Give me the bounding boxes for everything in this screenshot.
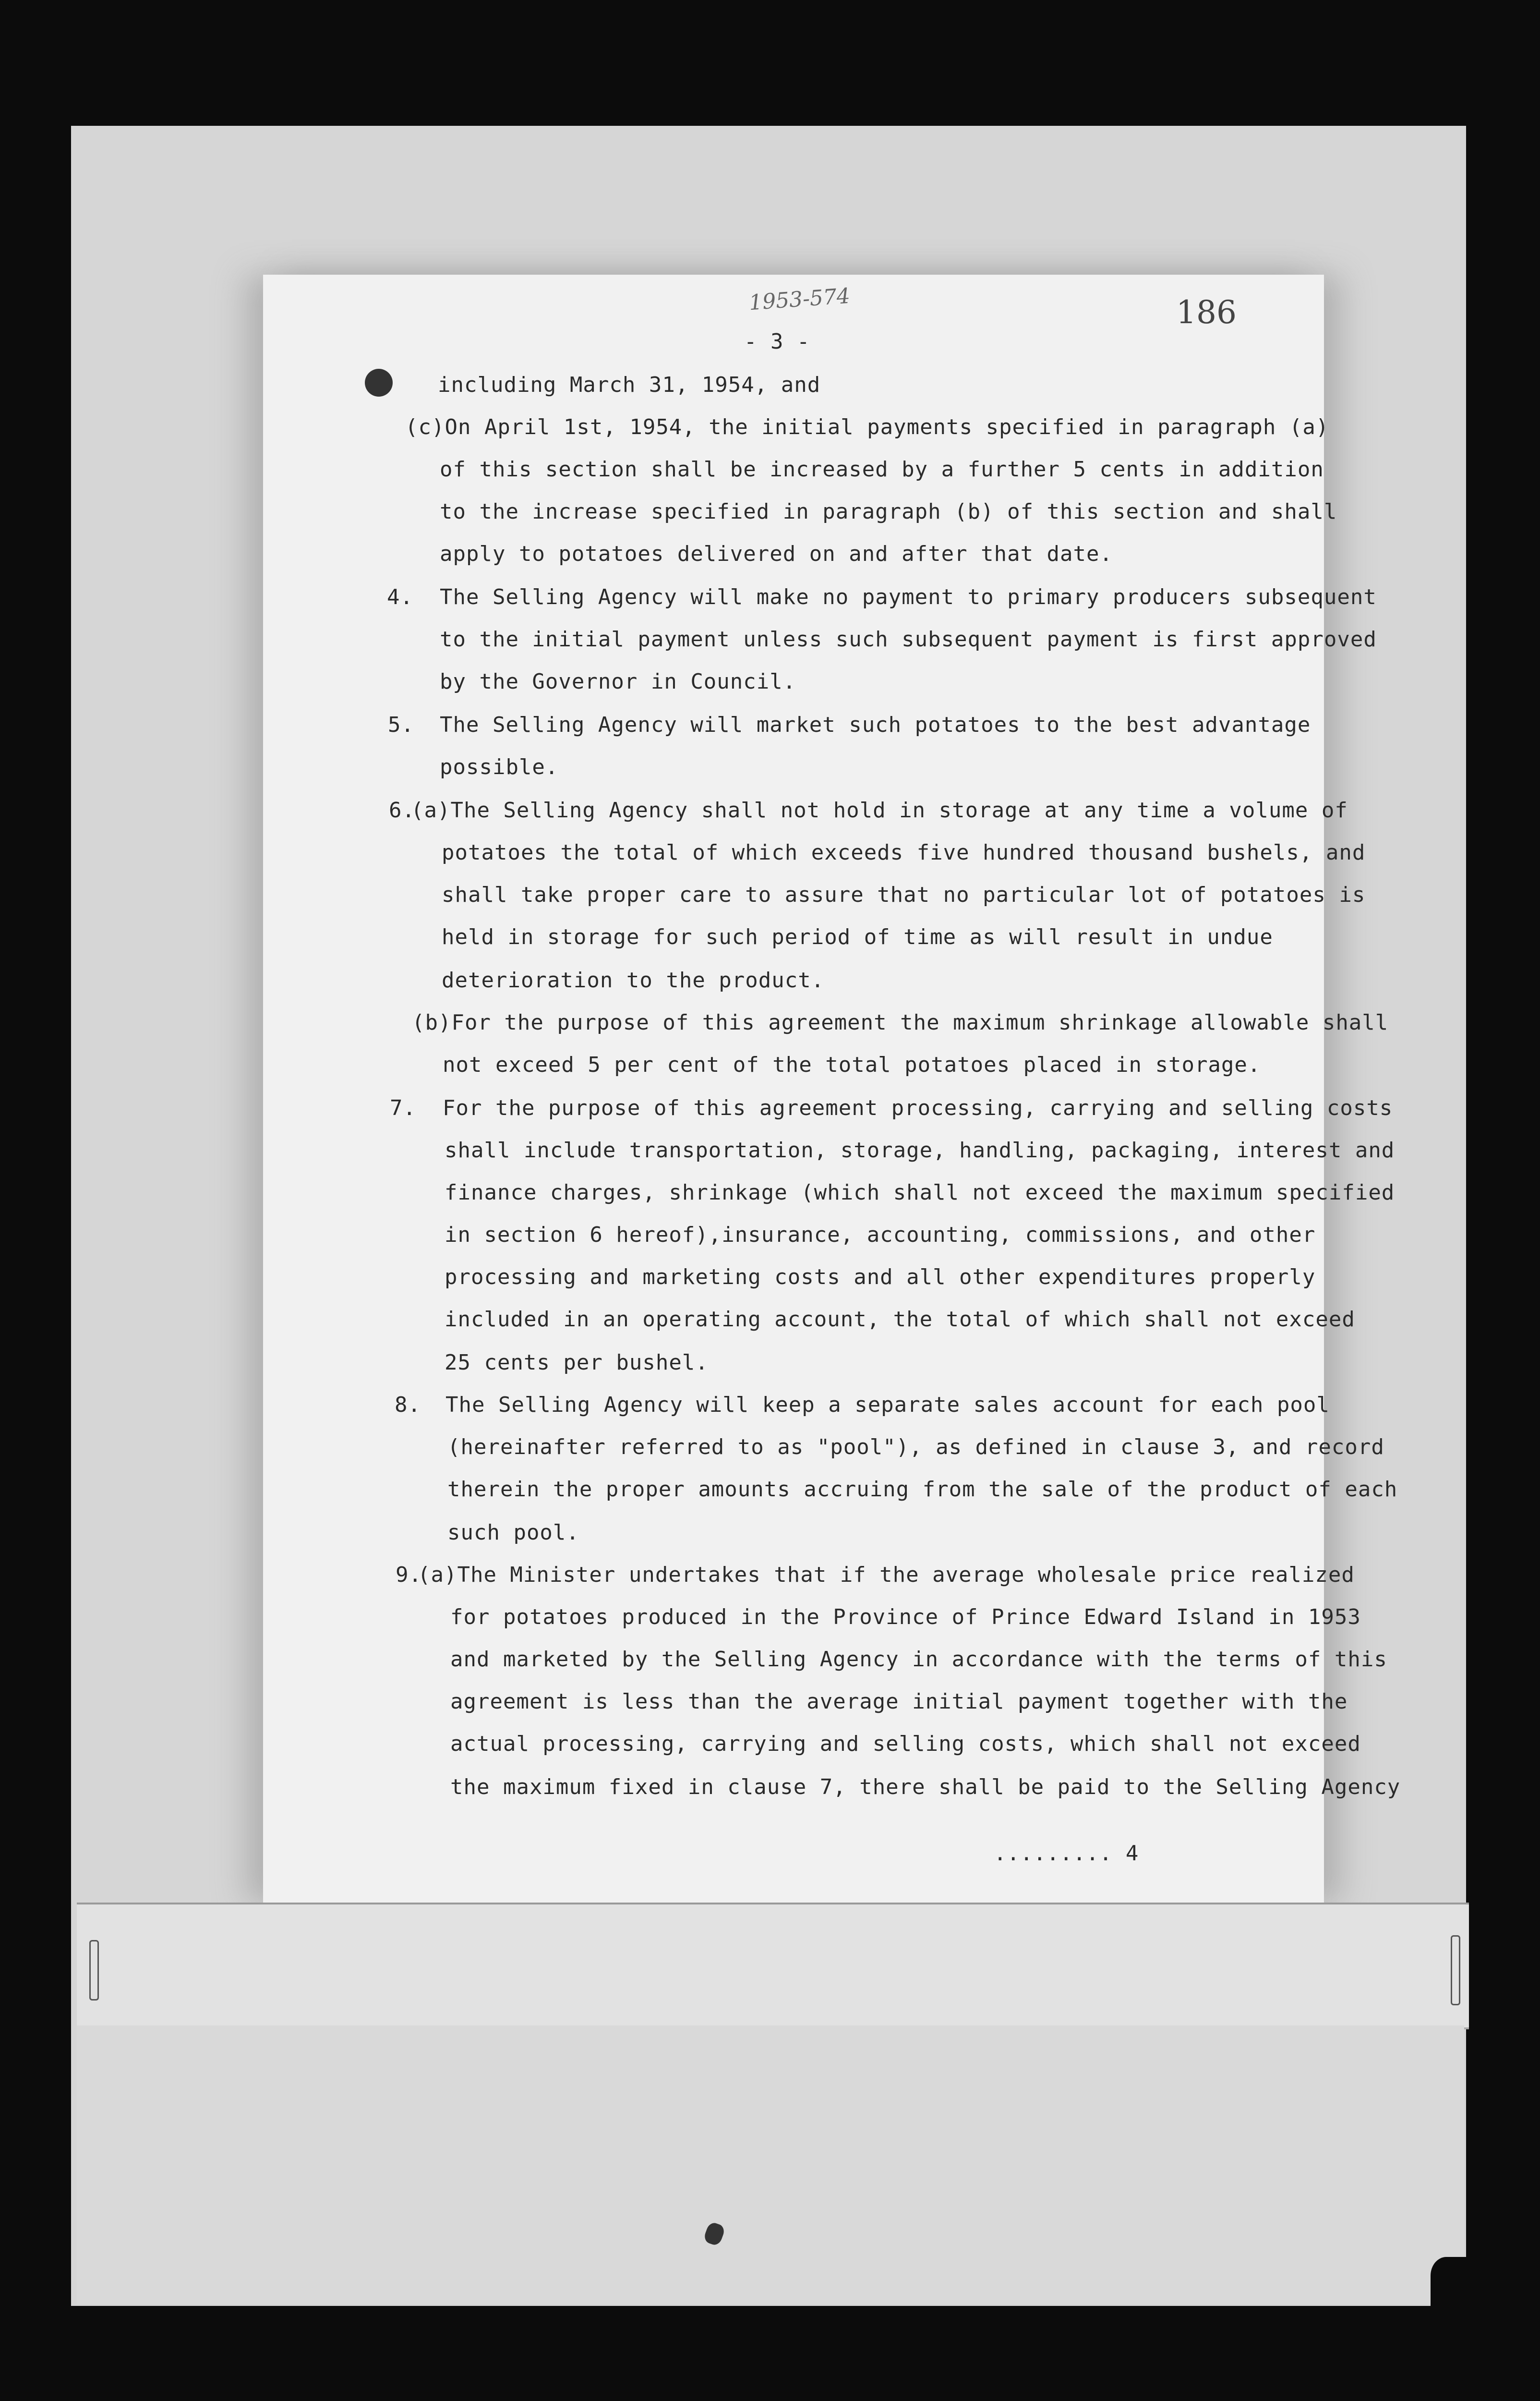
- text-line: processing and marketing costs and all other expenditures properly: [445, 1265, 1316, 1289]
- text-line: (hereinafter referred to as "pool"), as defined in clause 3, and record: [447, 1435, 1384, 1459]
- text-line: not exceed 5 per cent of the total potatoes placed in storage.: [443, 1053, 1261, 1077]
- text-line: (a)The Selling Agency shall not hold in storage at any time a volume of: [411, 798, 1348, 823]
- text-line: (c)On April 1st, 1954, the initial payments specified in paragraph (a): [405, 415, 1329, 439]
- text-line: The Selling Agency will market such potatoes to the best advantage: [440, 713, 1311, 737]
- text-line: such pool.: [447, 1520, 579, 1545]
- text-line: The Selling Agency will keep a separate sales account for each pool: [445, 1393, 1330, 1417]
- text-line: shall take proper care to assure that no particular lot of potatoes is: [442, 883, 1366, 907]
- clause-number: 9.: [396, 1563, 422, 1587]
- text-line: For the purpose of this agreement processing, carrying and selling costs: [443, 1096, 1393, 1120]
- folio-number: 186: [1176, 294, 1237, 331]
- text-line: (b)For the purpose of this agreement the maximum shrinkage allowable shall: [412, 1010, 1389, 1035]
- text-line: potatoes the total of which exceeds five hundred thousand bushels, and: [442, 840, 1366, 865]
- text-line: for potatoes produced in the Province of Prince Edward Island in 1953: [450, 1605, 1361, 1629]
- text-line: actual processing, carrying and selling costs, which shall not exceed: [450, 1732, 1361, 1756]
- text-line: and marketed by the Selling Agency in accordance with the terms of this: [450, 1647, 1387, 1672]
- text-line: The Selling Agency will make no payment to primary producers subsequent: [440, 585, 1377, 609]
- text-line: therein the proper amounts accruing from the sale of the product of each: [447, 1477, 1398, 1502]
- text-line: shall include transportation, storage, handling, packaging, interest and: [445, 1138, 1395, 1163]
- clause-number: 6.: [389, 798, 415, 823]
- page-number: - 3 -: [744, 329, 810, 354]
- text-line: to the initial payment unless such subsequent payment is first approved: [440, 627, 1377, 652]
- text-line: finance charges, shrinkage (which shall not exceed the maximum specified: [445, 1180, 1395, 1205]
- corner-tear: [1431, 2257, 1483, 2319]
- text-line: to the increase specified in paragraph (b) of this section and shall: [440, 499, 1337, 524]
- handwritten-reference: 1953-574: [748, 283, 851, 315]
- clause-number: 7.: [390, 1096, 416, 1120]
- lower-sheet: [77, 2025, 1464, 2304]
- left-clip-mark: [89, 1940, 99, 2001]
- text-line: by the Governor in Council.: [440, 669, 796, 694]
- text-line: apply to potatoes delivered on and after that date.: [440, 542, 1113, 566]
- right-clip-mark: [1451, 1935, 1460, 2005]
- text-line: held in storage for such period of time as will result in undue: [442, 925, 1273, 949]
- text-line: agreement is less than the average initial payment together with the: [450, 1689, 1348, 1714]
- text-line: possible.: [440, 755, 559, 779]
- text-line: included in an operating account, the total of which shall not exceed: [445, 1307, 1355, 1332]
- text-line: in section 6 hereof),insurance, accounting, commissions, and other: [445, 1223, 1316, 1247]
- text-line: deterioration to the product.: [442, 968, 825, 993]
- text-line: 25 cents per bushel.: [445, 1350, 709, 1375]
- continuation-marker: ......... 4: [994, 1841, 1139, 1866]
- punch-hole: [365, 369, 393, 397]
- clause-number: 4.: [387, 585, 413, 609]
- text-line: of this section shall be increased by a further 5 cents in addition: [440, 457, 1324, 482]
- text-line: the maximum fixed in clause 7, there shall be paid to the Selling Agency: [450, 1775, 1401, 1799]
- clause-number: 5.: [388, 713, 414, 737]
- text-line: (a)The Minister undertakes that if the average wholesale price realized: [418, 1563, 1355, 1587]
- clause-number: 8.: [395, 1393, 421, 1417]
- text-line: including March 31, 1954, and: [438, 373, 821, 397]
- fold-band: [77, 1903, 1469, 2029]
